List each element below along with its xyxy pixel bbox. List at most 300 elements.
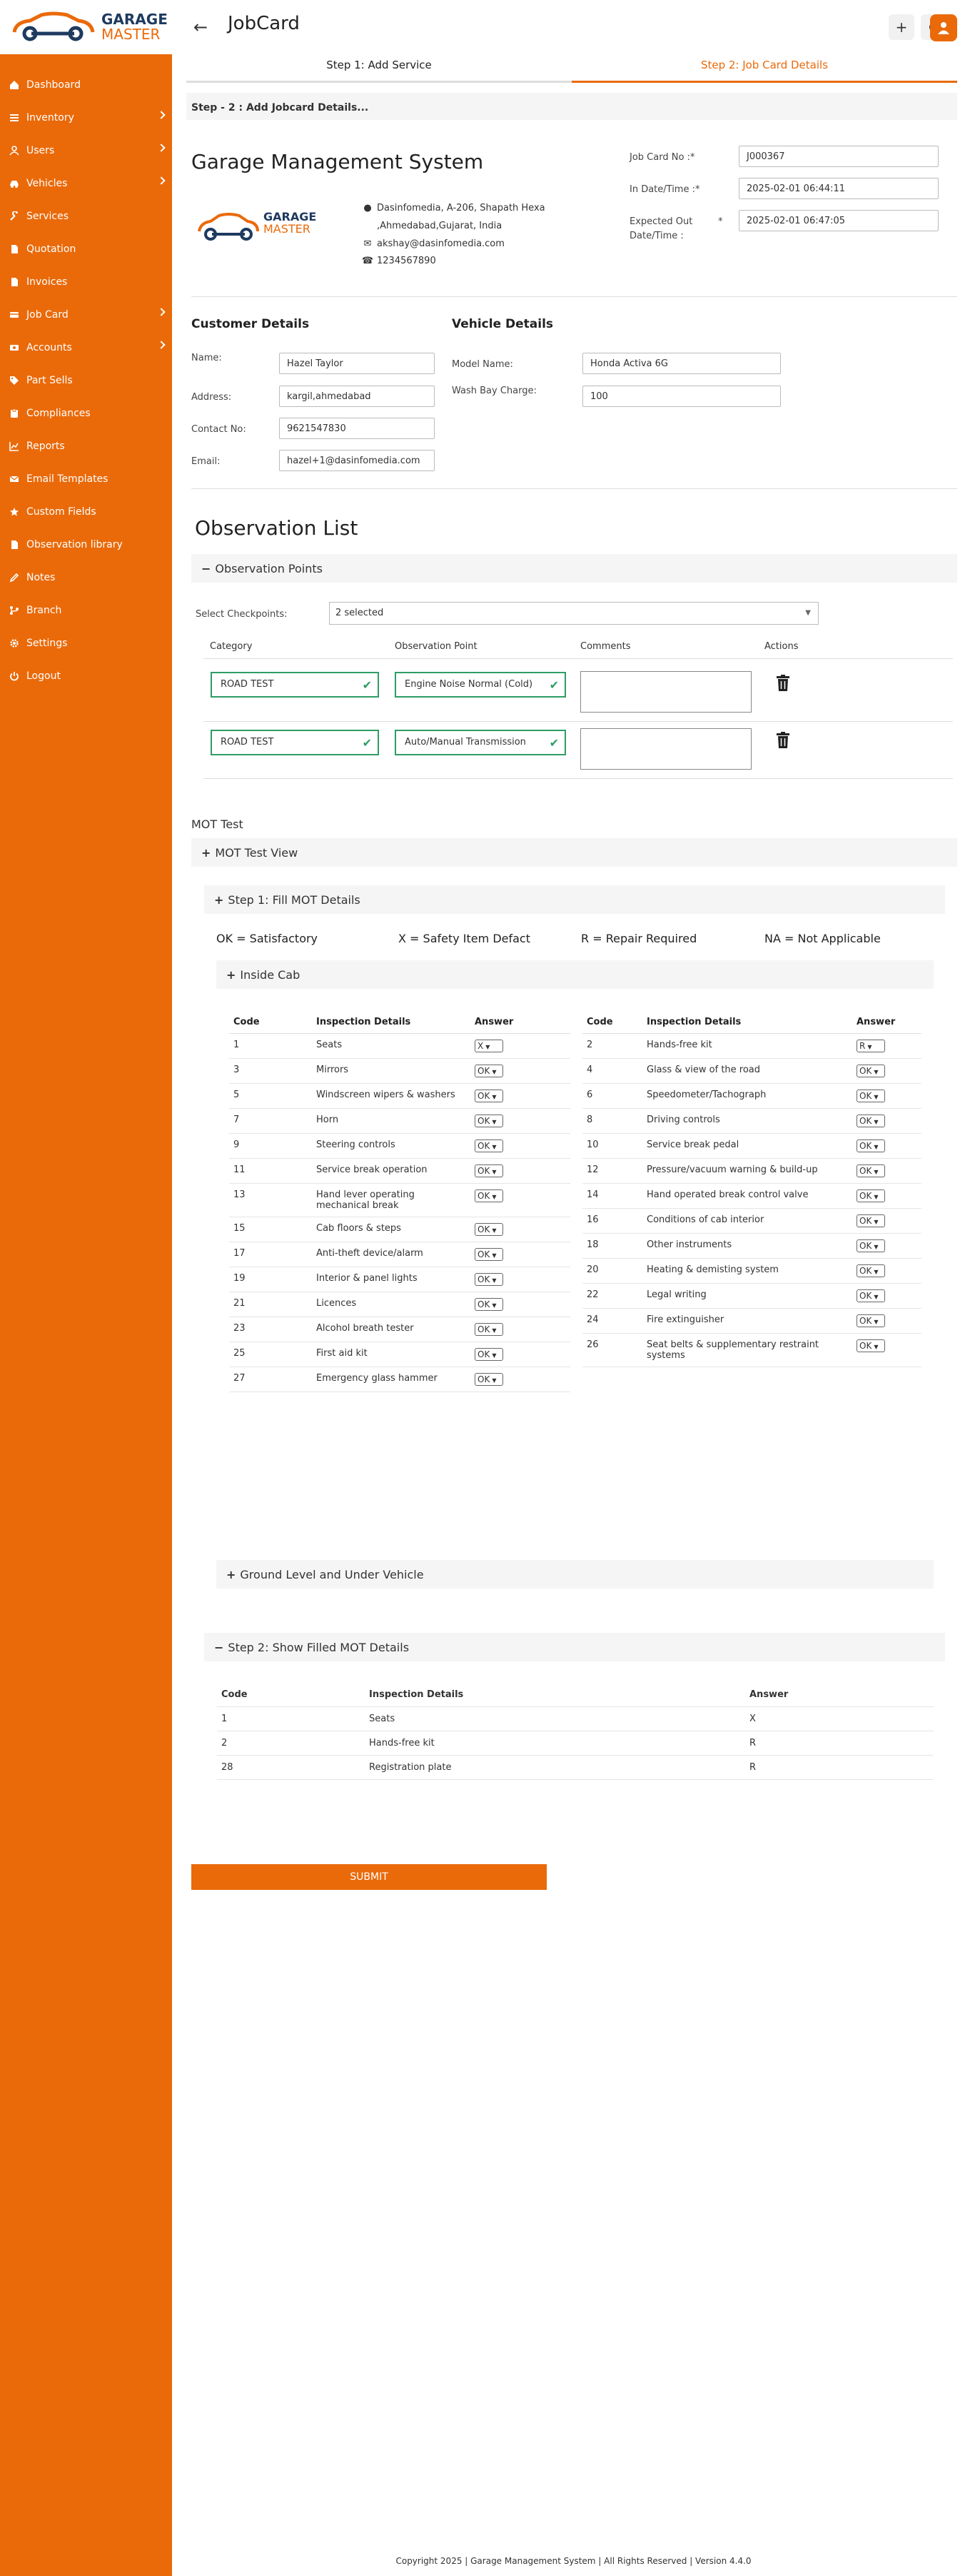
mot-answer-select[interactable]	[857, 1189, 885, 1202]
vehicle-model-input[interactable]: Honda Activa 6G	[582, 353, 781, 374]
plus-icon: +	[201, 846, 211, 860]
sidebar-item-vehicles[interactable]	[0, 167, 172, 200]
filled-col-details: Inspection Details	[365, 1683, 745, 1707]
plus-icon: +	[226, 1568, 236, 1581]
mot-row	[582, 1109, 921, 1134]
sidebar-item-custom-fields[interactable]	[0, 495, 172, 528]
document-icon	[9, 277, 19, 287]
mot-view-header: MOT Test View	[215, 846, 298, 860]
chevron-down-icon: ▼	[492, 1352, 497, 1359]
mot-code: 9	[229, 1134, 312, 1159]
filled-detail: Hands-free kit	[365, 1731, 745, 1756]
chevron-down-icon: ▼	[874, 1169, 879, 1175]
mot-code: 14	[582, 1184, 642, 1209]
mot-row	[229, 1317, 570, 1342]
check-icon: ✔	[549, 678, 559, 692]
mot-answer-select[interactable]	[857, 1115, 885, 1127]
category-value: ROAD TEST	[221, 679, 274, 690]
sidebar-item-services[interactable]	[0, 200, 172, 233]
sidebar-item-label: Part Sells	[26, 375, 73, 386]
company-phone-text: 1234567890	[377, 256, 436, 266]
legend-ok: OK = Satisfactory	[216, 932, 318, 945]
plus-icon: +	[895, 19, 908, 36]
user-avatar[interactable]	[930, 14, 957, 41]
customer-name-input[interactable]: Hazel Taylor	[279, 353, 435, 374]
mot-step2-header: Step 2: Show Filled MOT Details	[228, 1641, 410, 1654]
observation-category-input[interactable]	[211, 672, 379, 698]
chevron-down-icon: ▼	[874, 1069, 879, 1075]
mot-answer-value: OK	[478, 1274, 490, 1284]
mot-detail: Glass & view of the road	[642, 1059, 852, 1084]
mot-answer-value: OK	[478, 1324, 490, 1334]
select-checkpoints-label: Select Checkpoints:	[196, 609, 288, 620]
col-observation-point: Observation Point	[395, 641, 478, 652]
mot-code: 25	[229, 1342, 312, 1367]
mot-code: 27	[229, 1367, 312, 1392]
vehicle-title: Vehicle Details	[452, 317, 554, 331]
mot-row	[229, 1367, 570, 1392]
mot-detail: Alcohol breath tester	[312, 1317, 470, 1342]
mot-code: 7	[229, 1109, 312, 1134]
mot-answer-value: OK	[478, 1166, 490, 1176]
star-icon	[9, 507, 19, 517]
mot-detail: Hands-free kit	[642, 1034, 852, 1059]
mot-answer-value: OK	[859, 1166, 872, 1176]
mot-answer-value: OK	[478, 1191, 490, 1201]
chevron-down-icon: ▼	[492, 1194, 497, 1200]
plus-icon: +	[214, 893, 224, 907]
chevron-right-icon	[157, 308, 165, 316]
mot-code: 18	[582, 1234, 642, 1259]
mot-detail: Service break operation	[312, 1159, 470, 1184]
filled-code: 2	[217, 1731, 365, 1756]
sidebar-item-label: Reports	[26, 441, 65, 452]
mot-answer-select[interactable]	[857, 1065, 885, 1077]
in-date-label: In Date/Time :*	[630, 184, 700, 195]
mot-col-answer: Answer	[852, 1011, 921, 1034]
mot-answer-value: OK	[478, 1249, 490, 1259]
mot-row	[229, 1134, 570, 1159]
mot-step1-header: Step 1: Fill MOT Details	[228, 893, 360, 907]
mot-row	[229, 1059, 570, 1084]
sidebar-item-label: Settings	[26, 638, 68, 649]
sidebar-item-accounts[interactable]	[0, 331, 172, 364]
map-pin-icon: ●	[363, 203, 372, 213]
minus-icon: −	[214, 1641, 224, 1654]
sidebar-item-notes[interactable]	[0, 561, 172, 594]
mot-detail: Interior & panel lights	[312, 1267, 470, 1292]
car-icon	[9, 178, 19, 188]
mot-row	[229, 1034, 570, 1059]
mot-code: 15	[229, 1217, 312, 1242]
chevron-down-icon: ▼	[874, 1194, 879, 1200]
mot-step2-toggle[interactable]	[204, 1633, 945, 1661]
mot-row	[229, 1184, 570, 1217]
chevron-down-icon: ▼	[492, 1069, 497, 1075]
checkpoints-select[interactable]	[329, 602, 819, 625]
divider	[203, 721, 953, 722]
filled-detail: Seats	[365, 1707, 745, 1731]
sidebar-item-label: Compliances	[26, 408, 91, 419]
add-button[interactable]	[889, 14, 914, 40]
check-icon: ✔	[362, 678, 372, 692]
mot-row	[229, 1267, 570, 1292]
sidebar-item-branch[interactable]	[0, 594, 172, 627]
observation-point-input[interactable]	[395, 730, 566, 755]
company-email	[363, 238, 505, 249]
sliders-icon	[9, 113, 19, 123]
mot-row	[582, 1184, 921, 1209]
mot-row	[582, 1059, 921, 1084]
mot-row	[229, 1242, 570, 1267]
filled-col-answer: Answer	[745, 1683, 934, 1707]
mot-answer-select[interactable]	[857, 1090, 885, 1102]
mot-row	[582, 1309, 921, 1334]
mot-detail: Horn	[312, 1109, 470, 1134]
mot-answer-value: OK	[859, 1316, 872, 1326]
mot-row	[582, 1334, 921, 1367]
mot-code: 4	[582, 1059, 642, 1084]
chevron-down-icon: ▼	[492, 1252, 497, 1259]
out-date-input[interactable]: 2025-02-01 06:47:05	[739, 210, 939, 231]
mot-detail: Cab floors & steps	[312, 1217, 470, 1242]
observation-title: Observation List	[195, 516, 358, 540]
mot-answer-select[interactable]	[857, 1040, 885, 1052]
mot-answer-value: OK	[478, 1349, 490, 1359]
dropdown-caret-icon: ▼	[805, 609, 811, 617]
mot-answer-value: OK	[859, 1266, 872, 1276]
document-icon	[9, 540, 19, 550]
chevron-down-icon: ▼	[492, 1327, 497, 1334]
mot-detail: Mirrors	[312, 1059, 470, 1084]
comments-textarea[interactable]	[580, 671, 752, 713]
filled-row	[217, 1756, 934, 1780]
out-date-required: *	[718, 216, 723, 227]
observation-category-input[interactable]	[211, 730, 379, 755]
mot-detail: Hand lever operating mechanical break	[312, 1184, 470, 1217]
car-logo-icon	[10, 11, 96, 44]
company-logo-text	[263, 211, 316, 236]
mot-row	[582, 1084, 921, 1109]
mot-detail: Driving controls	[642, 1109, 852, 1134]
mot-answer-value: OK	[859, 1116, 872, 1126]
col-comments: Comments	[580, 641, 631, 652]
sidebar-item-part-sells[interactable]	[0, 364, 172, 397]
mot-detail: Windscreen wipers & washers	[312, 1084, 470, 1109]
mot-answer-value: OK	[478, 1116, 490, 1126]
mot-answer-select[interactable]	[475, 1273, 503, 1286]
sidebar-item-invoices[interactable]	[0, 266, 172, 298]
mot-code: 10	[582, 1134, 642, 1159]
mot-code: 19	[229, 1267, 312, 1292]
chevron-down-icon: ▼	[874, 1269, 879, 1275]
mot-answer-select[interactable]	[475, 1040, 503, 1052]
mot-code: 22	[582, 1284, 642, 1309]
chevron-down-icon: ▼	[492, 1144, 497, 1150]
document-icon	[9, 244, 19, 254]
sidebar-item-label: Invoices	[26, 276, 68, 288]
mot-step1-toggle[interactable]	[204, 885, 945, 914]
mot-code: 3	[229, 1059, 312, 1084]
mot-code: 13	[229, 1184, 312, 1217]
sidebar-item-reports[interactable]	[0, 430, 172, 463]
mot-row	[582, 1134, 921, 1159]
sidebar-item-dashboard[interactable]	[0, 69, 172, 101]
email-icon	[9, 474, 19, 484]
mot-answer-value: OK	[859, 1216, 872, 1226]
mot-code: 26	[582, 1334, 642, 1367]
mot-detail: Pressure/vacuum warning & build-up	[642, 1159, 852, 1184]
mot-answer-select[interactable]	[475, 1223, 503, 1236]
mot-table-left	[229, 1011, 570, 1392]
submit-button[interactable]: SUBMIT	[191, 1864, 547, 1890]
observation-point-value: Auto/Manual Transmission	[405, 737, 526, 748]
filled-row	[217, 1707, 934, 1731]
mot-code: 5	[229, 1084, 312, 1109]
customer-name-label: Name:	[191, 353, 222, 363]
mot-answer-select[interactable]	[475, 1298, 503, 1311]
observation-points-header: Observation Points	[215, 562, 323, 575]
sidebar-item-users[interactable]	[0, 134, 172, 167]
chevron-down-icon: ▼	[874, 1219, 879, 1225]
mot-col-code: Code	[582, 1011, 642, 1034]
filled-answer: R	[745, 1731, 934, 1756]
mot-detail: Speedometer/Tachograph	[642, 1084, 852, 1109]
mot-code: 24	[582, 1309, 642, 1334]
mot-title: MOT Test	[191, 817, 243, 831]
mot-detail: Steering controls	[312, 1134, 470, 1159]
chevron-down-icon: ▼	[492, 1094, 497, 1100]
card-icon	[9, 310, 19, 320]
mot-answer-select[interactable]	[857, 1214, 885, 1227]
sidebar-item-email-templates[interactable]	[0, 463, 172, 495]
plus-icon: +	[226, 968, 236, 982]
sidebar-item-label: Inventory	[26, 112, 74, 124]
mot-detail: Heating & demisting system	[642, 1259, 852, 1284]
mot-row	[582, 1234, 921, 1259]
trash-icon[interactable]	[776, 675, 790, 692]
mot-row	[582, 1159, 921, 1184]
company-logo-icon	[196, 207, 261, 246]
step-tabs	[186, 54, 957, 83]
filled-col-code: Code	[217, 1683, 365, 1707]
mot-answer-select[interactable]	[475, 1248, 503, 1261]
mot-code: 16	[582, 1209, 642, 1234]
sidebar-nav	[0, 69, 172, 693]
filled-detail: Registration plate	[365, 1756, 745, 1780]
mot-answer-value: X	[478, 1041, 484, 1051]
mot-answer-value: OK	[859, 1066, 872, 1076]
mot-answer-select[interactable]	[857, 1264, 885, 1277]
mot-answer-value: OK	[859, 1141, 872, 1151]
mot-answer-select[interactable]	[857, 1239, 885, 1252]
ground-level-toggle[interactable]	[216, 1560, 934, 1589]
sidebar-item-label: Accounts	[26, 342, 72, 353]
power-icon	[9, 671, 19, 681]
envelope-icon: ✉	[363, 238, 372, 249]
sidebar-item-observation-library[interactable]	[0, 528, 172, 561]
brand-logo[interactable]	[0, 0, 172, 54]
clipboard-icon	[9, 408, 19, 418]
mot-detail: Fire extinguisher	[642, 1309, 852, 1334]
avatar-icon	[936, 21, 951, 35]
customer-contact-input[interactable]: 9621547830	[279, 418, 435, 439]
chevron-down-icon: ▼	[874, 1244, 879, 1250]
company-address-line1: Dasinfomedia, A-206, Shapath Hexa	[377, 203, 545, 213]
mot-code: 12	[582, 1159, 642, 1184]
mot-row	[582, 1209, 921, 1234]
company-name: Garage Management System	[191, 150, 484, 173]
legend-na: NA = Not Applicable	[764, 932, 881, 945]
mot-col-answer: Answer	[470, 1011, 570, 1034]
inside-cab-header: Inside Cab	[240, 968, 300, 982]
mot-row	[229, 1342, 570, 1367]
mot-code: 21	[229, 1292, 312, 1317]
mot-answer-select[interactable]	[475, 1115, 503, 1127]
mot-answer-value: OK	[859, 1341, 872, 1351]
mot-code: 1	[229, 1034, 312, 1059]
sidebar-item-logout[interactable]	[0, 660, 172, 693]
sidebar-item-label: Email Templates	[26, 473, 108, 485]
jobcard-no-input[interactable]: J000367	[739, 146, 939, 167]
mot-answer-select[interactable]	[475, 1090, 503, 1102]
home-icon	[9, 80, 19, 90]
sidebar-item-label: Notes	[26, 572, 56, 583]
company-address	[363, 203, 545, 213]
chevron-down-icon: ▼	[874, 1344, 879, 1350]
sidebar-item-label: Dashboard	[26, 79, 81, 91]
chart-icon	[9, 441, 19, 451]
mot-detail: Seats	[312, 1034, 470, 1059]
tab-step2[interactable]: Step 2: Job Card Details	[572, 54, 957, 83]
branch-icon	[9, 605, 19, 615]
mot-code: 11	[229, 1159, 312, 1184]
customer-title: Customer Details	[191, 317, 310, 331]
chevron-down-icon: ▼	[492, 1377, 497, 1384]
brand-line1: GARAGE	[101, 11, 168, 28]
customer-contact-label: Contact No:	[191, 424, 246, 435]
mot-answer-select[interactable]	[475, 1139, 503, 1152]
mot-view-toggle[interactable]	[191, 838, 957, 867]
comments-textarea[interactable]	[580, 728, 752, 770]
sidebar-item-label: Vehicles	[26, 178, 68, 189]
mot-answer-value: OK	[478, 1091, 490, 1101]
observation-points-toggle[interactable]	[191, 554, 957, 583]
minus-icon: −	[201, 562, 211, 575]
mot-detail: Hand operated break control valve	[642, 1184, 852, 1209]
jobcard-no-label: Job Card No :*	[630, 152, 695, 163]
mot-answer-value: OK	[859, 1091, 872, 1101]
company-phone	[363, 256, 436, 266]
trash-icon[interactable]	[776, 732, 790, 749]
sidebar-item-label: Job Card	[26, 309, 69, 321]
divider	[191, 488, 957, 489]
inside-cab-toggle[interactable]	[216, 960, 934, 989]
mot-answer-select[interactable]	[857, 1139, 885, 1152]
page-title: JobCard	[228, 13, 300, 34]
mot-answer-select[interactable]	[857, 1289, 885, 1302]
mot-row	[229, 1084, 570, 1109]
gear-icon	[9, 638, 19, 648]
mot-answer-select[interactable]	[475, 1189, 503, 1202]
company-address-line2: ,Ahmedabad,Gujarat, India	[377, 221, 502, 231]
mot-row	[582, 1034, 921, 1059]
mot-answer-select[interactable]	[475, 1065, 503, 1077]
step-header: Step - 2 : Add Jobcard Details...	[186, 93, 957, 120]
sidebar-item-job-card[interactable]	[0, 298, 172, 331]
mot-answer-value: OK	[478, 1141, 490, 1151]
customer-address-input[interactable]: kargil,ahmedabad	[279, 386, 435, 407]
mot-detail: Service break pedal	[642, 1134, 852, 1159]
sidebar-item-compliances[interactable]	[0, 397, 172, 430]
chevron-right-icon	[157, 144, 165, 151]
mot-answer-value: OK	[478, 1374, 490, 1384]
filled-answer: X	[745, 1707, 934, 1731]
mot-answer-value: R	[859, 1041, 866, 1051]
wash-bay-input[interactable]: 100	[582, 386, 781, 407]
mot-answer-value: OK	[478, 1224, 490, 1234]
sidebar-item-quotation[interactable]	[0, 233, 172, 266]
mot-code: 20	[582, 1259, 642, 1284]
mot-answer-select[interactable]	[857, 1164, 885, 1177]
sidebar-item-inventory[interactable]	[0, 101, 172, 134]
chevron-down-icon: ▼	[492, 1119, 497, 1125]
company-logo-line2: MASTER	[263, 221, 310, 236]
mot-code: 6	[582, 1084, 642, 1109]
filled-mot-table	[217, 1683, 934, 1780]
tab-step1[interactable]: Step 1: Add Service	[186, 54, 572, 83]
mot-row	[229, 1292, 570, 1317]
mot-code: 17	[229, 1242, 312, 1267]
mot-answer-select[interactable]	[475, 1323, 503, 1336]
user-icon	[9, 146, 19, 156]
mot-detail: Conditions of cab interior	[642, 1209, 852, 1234]
mot-answer-select[interactable]	[475, 1164, 503, 1177]
sidebar-item-label: Services	[26, 211, 69, 222]
wrench-icon	[9, 211, 19, 221]
filled-row	[217, 1731, 934, 1756]
customer-address-label: Address:	[191, 392, 232, 403]
mot-col-details: Inspection Details	[312, 1011, 470, 1034]
filled-code: 28	[217, 1756, 365, 1780]
mot-answer-select[interactable]	[475, 1373, 503, 1386]
mot-row	[229, 1217, 570, 1242]
mot-answer-select[interactable]	[857, 1339, 885, 1352]
mot-answer-select[interactable]	[475, 1348, 503, 1361]
money-icon	[9, 343, 19, 353]
mot-detail: Seat belts & supplementary restraint systems	[642, 1334, 852, 1367]
filled-code: 1	[217, 1707, 365, 1731]
back-arrow-icon[interactable]: ←	[193, 17, 208, 37]
mot-answer-select[interactable]	[857, 1314, 885, 1327]
mot-code: 8	[582, 1109, 642, 1134]
sidebar-item-settings[interactable]	[0, 627, 172, 660]
sidebar-item-label: Observation library	[26, 539, 123, 550]
mot-row	[582, 1284, 921, 1309]
chevron-down-icon: ▼	[874, 1319, 879, 1325]
sidebar-item-label: Branch	[26, 605, 62, 616]
in-date-input[interactable]: 2025-02-01 06:44:11	[739, 178, 939, 199]
sidebar-item-label: Logout	[26, 670, 61, 682]
out-date-label-line1: Expected Out	[630, 216, 693, 227]
customer-email-input[interactable]: hazel+1@dasinfomedia.com	[279, 450, 435, 471]
divider	[203, 778, 953, 779]
mot-table-right	[582, 1011, 921, 1367]
mot-answer-value: OK	[859, 1191, 872, 1201]
out-date-label-line2: Date/Time :	[630, 231, 684, 241]
legend-x: X = Safety Item Defact	[398, 932, 530, 945]
observation-point-input[interactable]	[395, 672, 566, 698]
